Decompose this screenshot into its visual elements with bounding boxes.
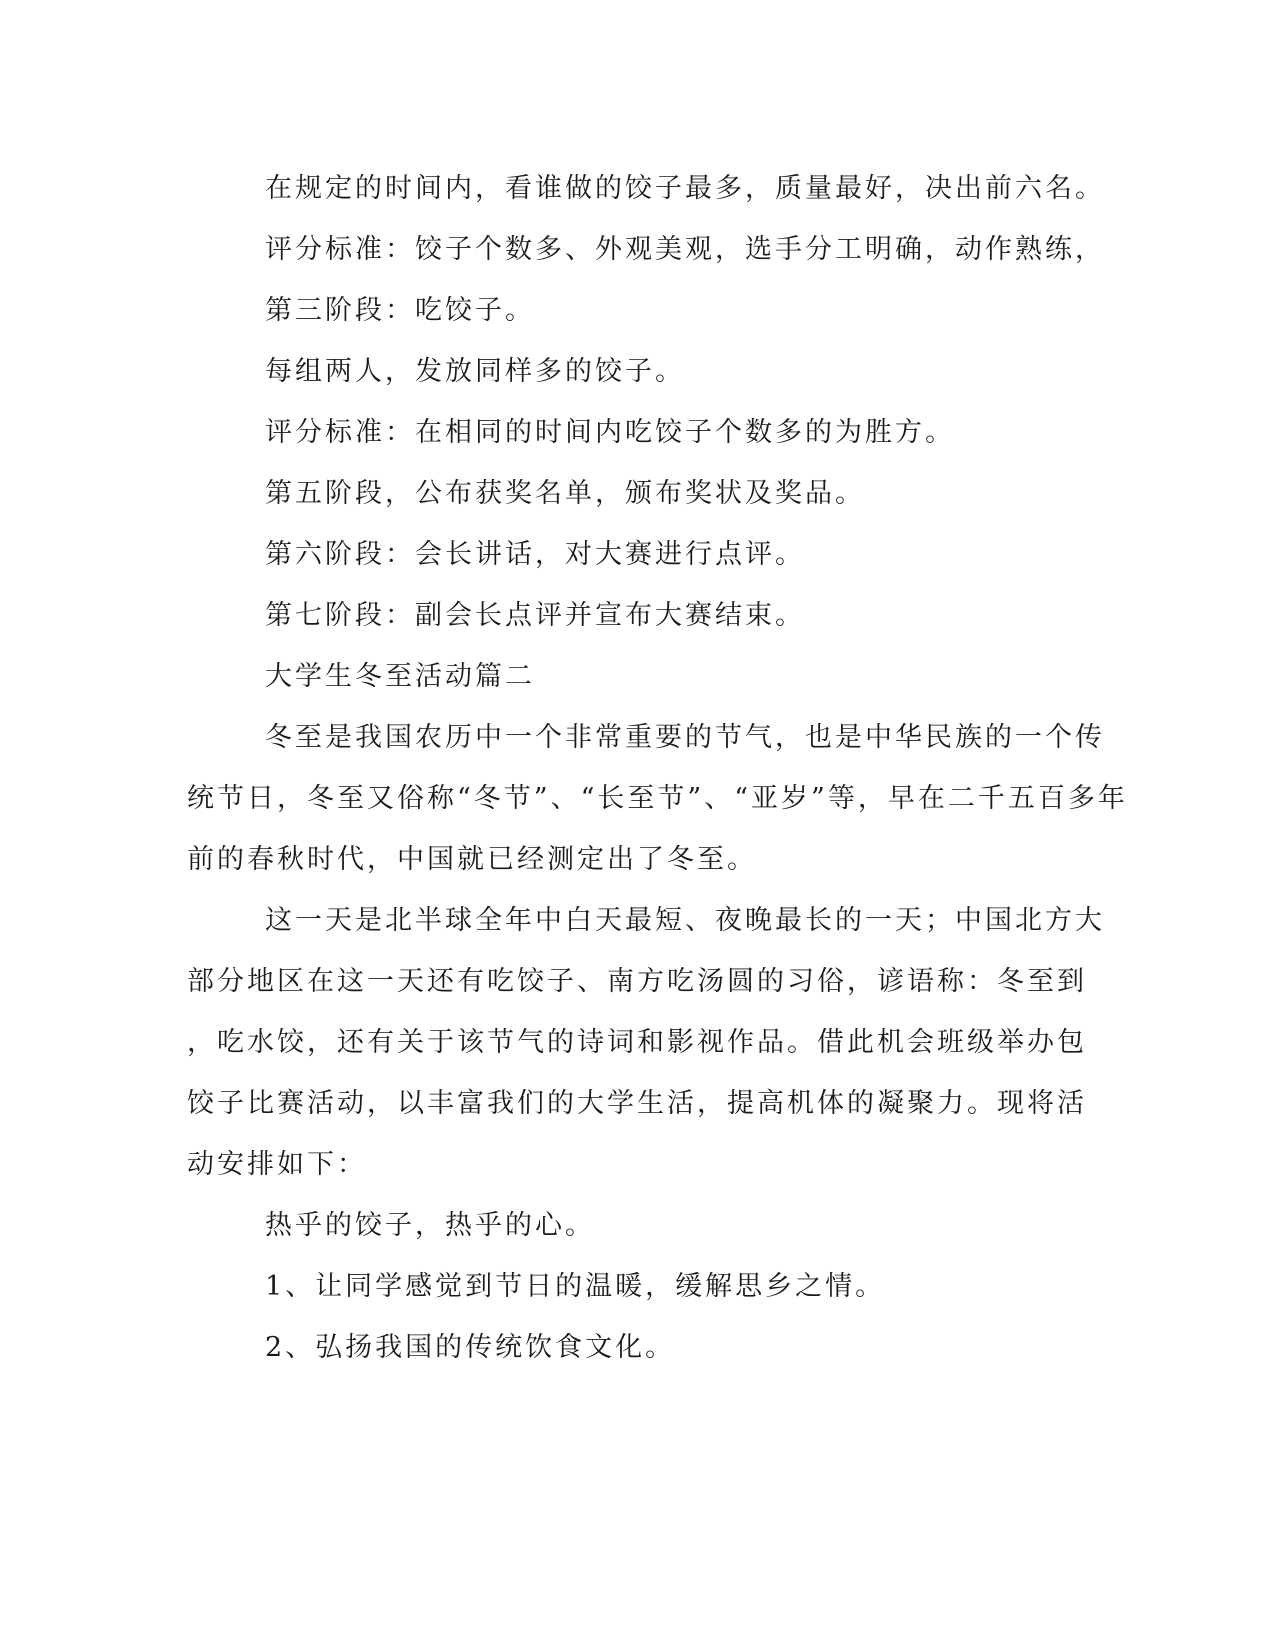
text-line: 冬至是我国农历中一个非常重要的节气，也是中华民族的一个传 — [265, 722, 1105, 753]
document-body — [187, 158, 1128, 1378]
purpose-item-1: 1、让同学感觉到节日的温暖，缓解思乡之情。 — [265, 1271, 886, 1302]
text-line: 每组两人，发放同样多的饺子。 — [265, 356, 685, 387]
text-line: 第三阶段：吃饺子。 — [265, 295, 535, 326]
text-line: 部分地区在这一天还有吃饺子、南方吃汤圆的习俗，谚语称：冬至到 — [187, 966, 1087, 997]
paragraph-intro — [187, 707, 1128, 890]
text-line: ，吃水饺，还有关于该节气的诗词和影视作品。借此机会班级举办包 — [187, 1027, 1087, 1058]
text-line: 统节日，冬至又俗称“冬节”、“长至节”、“亚岁”等，早在二千五百多年 — [187, 783, 1128, 814]
section-heading: 大学生冬至活动篇二 — [265, 661, 535, 692]
text-line: 前的春秋时代，中国就已经测定出了冬至。 — [187, 844, 757, 875]
purpose-item-2: 2、弘扬我国的传统饮食文化。 — [265, 1332, 676, 1363]
text-line: 饺子比赛活动，以丰富我们的大学生活，提高机体的凝聚力。现将活 — [187, 1088, 1087, 1119]
text-line: 评分标准：饺子个数多、外观美观，选手分工明确，动作熟练， — [265, 234, 1105, 265]
text-line: 这一天是北半球全年中白天最短、夜晚最长的一天；中国北方大 — [265, 905, 1105, 936]
text-line: 评分标准：在相同的时间内吃饺子个数多的为胜方。 — [265, 417, 955, 448]
paragraph-description — [187, 890, 1105, 1195]
theme-line: 热乎的饺子，热乎的心。 — [265, 1210, 595, 1241]
text-line: 动安排如下： — [187, 1149, 367, 1180]
text-line: 第七阶段：副会长点评并宣布大赛结束。 — [265, 600, 805, 631]
text-line: 第五阶段，公布获奖名单，颁布奖状及奖品。 — [265, 478, 865, 509]
text-line: 在规定的时间内，看谁做的饺子最多，质量最好，决出前六名。 — [265, 173, 1105, 204]
text-line: 第六阶段：会长讲话，对大赛进行点评。 — [265, 539, 805, 570]
